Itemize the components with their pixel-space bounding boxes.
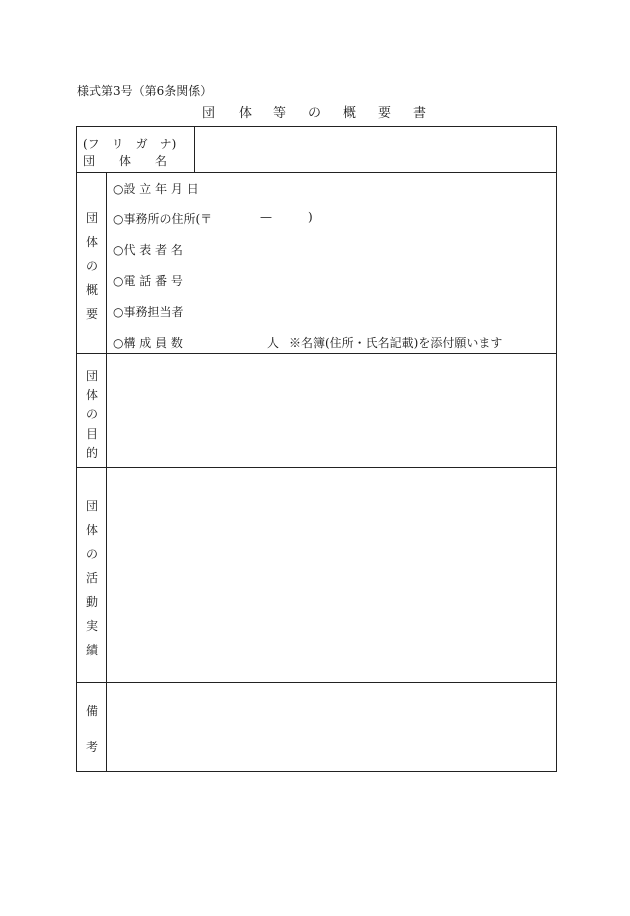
form-number: 様式第3号（第6条関係） xyxy=(77,84,213,98)
organization-name-field[interactable] xyxy=(197,129,553,169)
staff-contact-label: ○事務担当者 xyxy=(113,305,184,319)
representative-label: ○代 表 者 名 xyxy=(113,243,183,257)
furigana-label: (フ リ ガ ナ) xyxy=(83,137,177,151)
member-list-note: ※名簿(住所・氏名記載)を添付願います xyxy=(289,336,503,350)
office-address-label: ○事務所の住所(〒 xyxy=(113,212,213,226)
member-count-unit: 人 xyxy=(267,336,280,350)
purpose-label: 団 体 の 目 的 xyxy=(85,369,98,460)
title-char: 等 xyxy=(273,106,287,121)
postal-code-dash: — xyxy=(260,210,272,224)
remarks-field[interactable] xyxy=(109,685,553,769)
title-char: 要 xyxy=(378,106,392,121)
title-char: 概 xyxy=(343,106,357,121)
purpose-field[interactable] xyxy=(109,356,553,464)
column-divider xyxy=(194,127,195,172)
row-divider xyxy=(77,467,556,468)
title-char: 体 xyxy=(239,106,253,121)
activity-record-field[interactable] xyxy=(109,470,553,679)
activity-record-label: 団 体 の 活 動 実 績 xyxy=(85,499,98,657)
phone-number-label: ○電 話 番 号 xyxy=(113,274,183,288)
title-char: 書 xyxy=(413,106,427,121)
member-count-label: ○構 成 員 数 xyxy=(113,336,183,350)
row-divider xyxy=(77,353,556,354)
row-divider xyxy=(77,682,556,683)
organization-name-label: 団 体 名 xyxy=(83,154,168,168)
postal-code-close-paren: ) xyxy=(308,210,313,224)
title-char: の xyxy=(308,106,322,121)
title-char: 団 xyxy=(202,106,216,121)
overview-form-table xyxy=(76,126,557,772)
founded-date-label: ○設 立 年 月 日 xyxy=(113,182,199,196)
row-divider xyxy=(77,172,556,173)
overview-label: 団 体 の 概 要 xyxy=(85,211,98,321)
remarks-label: 備 考 xyxy=(85,704,98,754)
